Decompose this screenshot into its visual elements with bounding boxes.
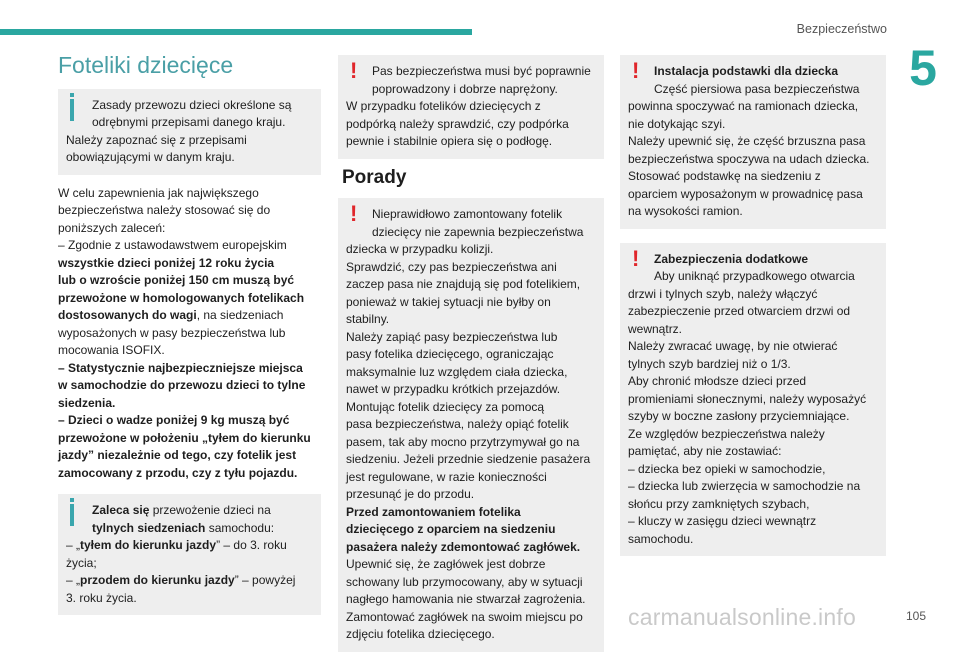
warning-icon: ! xyxy=(350,58,358,83)
text-line: oparciem wyposażonym w prowadnicę pasa xyxy=(628,186,863,201)
text-line: szyby w boczne zasłony przyciemniające. xyxy=(628,409,850,423)
text-segment: – „ xyxy=(66,538,81,552)
text-line xyxy=(58,465,321,483)
text-segment: tyłem do kierunku jazdy xyxy=(80,538,217,552)
header-accent-bar xyxy=(0,29,472,35)
text-segment: wszystkie dzieci poniżej 12 roku życia xyxy=(58,255,275,270)
text-line: Stosować podstawkę na siedzeniu z xyxy=(628,169,821,183)
text-segment: W celu zapewnienia jak największego xyxy=(58,185,259,200)
text-line: samochodu. xyxy=(628,531,694,546)
text-line xyxy=(58,395,321,413)
text-line xyxy=(58,430,321,448)
text-line: promieniami słonecznymi, należy wyposażyć xyxy=(628,391,867,406)
text-line: Ze względów bezpieczeństwa należy xyxy=(628,426,825,441)
warning-box-text xyxy=(346,206,596,644)
body-text-recommendations xyxy=(58,185,321,483)
text-line xyxy=(58,202,321,220)
text-line: Przed zamontowaniem fotelika xyxy=(346,504,521,519)
text-line: Należy zapiąć pasy bezpieczeństwa lub xyxy=(346,329,558,344)
text-segment: Zaleca się xyxy=(92,503,150,517)
text-line: schowany lub przymocowany, aby w sytuacji xyxy=(346,574,583,589)
info-icon xyxy=(70,504,74,526)
warning-icon: ! xyxy=(632,245,640,271)
text-line: dziecka w przypadku kolizji. xyxy=(346,242,494,256)
warning-box-seatbelt xyxy=(338,55,604,159)
text-line: nagłego hamowania nie stwarzał zagrożenia. xyxy=(346,592,586,606)
text-line xyxy=(66,555,313,573)
text-line: dziecięcy nie zapewnia bezpieczeństwa xyxy=(372,224,584,239)
text-line xyxy=(58,185,321,203)
text-segment: życia; xyxy=(66,555,97,570)
text-segment: – Dzieci o wadze poniżej 9 kg muszą być xyxy=(58,413,290,427)
text-segment: jazdy” niezależnie od tego, czy fotelik jest xyxy=(58,448,297,462)
text-segment: ” – powyżej xyxy=(234,573,296,587)
text-line: bezpieczeństwa spoczywa na udach dziecka. xyxy=(628,151,870,166)
text-line: pasem, tak aby mocno przytrzymywał go na xyxy=(346,434,580,449)
text-segment: bezpieczeństwa należy stosować się do xyxy=(58,203,271,217)
column-right xyxy=(620,55,886,566)
text-line: zdjęciu fotelika dziecięcego. xyxy=(346,627,495,641)
info-box-text xyxy=(66,97,313,167)
text-line: pasy fotelika dziecięcego, ograniczając xyxy=(346,347,554,361)
text-line: – kluczy w zasięgu dzieci wewnątrz xyxy=(628,514,817,528)
text-line: Montując fotelik dziecięcy za pomocą xyxy=(346,399,545,414)
text-segment: wyposażonych w pasy bezpieczeństwa lub xyxy=(58,325,286,340)
text-line: słońcu przy zamkniętych szybach, xyxy=(628,496,810,511)
text-line xyxy=(66,502,313,520)
text-segment: – Zgodnie z ustawodawstwem europejskim xyxy=(58,238,287,252)
info-box-text xyxy=(66,502,313,607)
text-segment: lub o wzroście poniżej 150 cm muszą być xyxy=(58,273,295,287)
text-line: obowiązującymi w danym kraju. xyxy=(66,150,235,164)
info-box-rear-seats xyxy=(58,494,321,615)
text-line: pasażera należy zdemontować zagłówek. xyxy=(346,539,581,554)
text-line: maksymalnie luz względem ciała dziecka, xyxy=(346,364,568,379)
text-segment: w samochodzie do przewozu dzieci to tylne xyxy=(58,378,306,392)
text-line xyxy=(58,360,321,378)
text-line xyxy=(66,572,313,590)
text-segment: , na siedzeniach xyxy=(196,308,284,322)
text-segment: ” – do 3. roku xyxy=(216,538,287,552)
text-line: poprowadzony i dobrze naprężony. xyxy=(372,81,558,96)
text-line: powinna spoczywać na ramionach dziecka, xyxy=(628,99,859,113)
text-line: nawet w przypadku krótkich przejazdów. xyxy=(346,382,561,396)
text-line: nie dotykając szyi. xyxy=(628,116,726,131)
text-segment: przewożone w homologowanych fotelikach xyxy=(58,290,305,305)
info-box-regulations xyxy=(58,89,321,175)
text-line: jest regulowane, w razie konieczności xyxy=(346,469,547,484)
text-line xyxy=(58,220,321,238)
text-line: Aby uniknąć przypadkowego otwarcia xyxy=(654,269,855,283)
text-segment: tylnych siedzeniach xyxy=(92,520,206,535)
text-line: – dziecka bez opieki w samochodzie, xyxy=(628,461,826,476)
text-line xyxy=(58,290,321,308)
warning-box-booster xyxy=(620,55,886,229)
text-line: stabilny. xyxy=(346,312,390,326)
text-line xyxy=(58,447,321,465)
text-line: Nieprawidłowo zamontowany fotelik xyxy=(372,207,563,221)
warning-icon: ! xyxy=(632,58,640,83)
text-line: Należy zapoznać się z przepisami xyxy=(66,132,247,147)
text-line xyxy=(66,520,313,538)
text-segment: 3. roku życia. xyxy=(66,590,137,605)
warning-box-text xyxy=(628,63,878,221)
text-line: na wysokości ramion. xyxy=(628,204,743,218)
text-segment: – „ xyxy=(66,573,81,587)
chapter-number: 5 xyxy=(909,40,937,96)
subsection-heading: Porady xyxy=(342,166,407,188)
watermark: carmanualsonline.info xyxy=(628,604,856,630)
page-number: 105 xyxy=(906,609,927,623)
text-line: Sprawdzić, czy pas bezpieczeństwa ani xyxy=(346,259,557,274)
text-line: pasa bezpieczeństwa, należy opiąć fotelik xyxy=(346,417,569,431)
column-left xyxy=(58,52,321,625)
text-line: zaczep pasa nie znajdują się pod fotelikiem, xyxy=(346,277,581,291)
text-line: tylnych szyb bardziej niż o 1/3. xyxy=(628,356,791,371)
text-segment: mocowania ISOFIX. xyxy=(58,343,165,357)
section-title: Foteliki dziecięce xyxy=(58,52,234,78)
text-segment: przodem do kierunku jazdy xyxy=(80,573,235,587)
text-segment: – Statystycznie najbezpieczniejsze miejsca xyxy=(58,360,303,375)
text-line: podpórką należy sprawdzić, czy podpórka xyxy=(346,116,569,131)
text-line: pamiętać, aby nie zostawiać: xyxy=(628,444,782,458)
info-icon xyxy=(70,99,74,121)
text-line: Upewnić się, że zagłówek jest dobrze xyxy=(346,557,546,571)
text-line xyxy=(58,412,321,430)
text-line: pewnie i stabilnie opiera się o podłogę. xyxy=(346,134,553,148)
text-line: W przypadku fotelików dziecięcych z xyxy=(346,99,541,113)
warning-box-text xyxy=(346,63,596,151)
text-line: dziecięcego z oparciem na siedzeniu xyxy=(346,522,556,536)
text-segment: poniższych zaleceń: xyxy=(58,220,166,235)
warning-box-additional-safety xyxy=(620,243,886,557)
text-line: siedzeniu. Jeżeli przednie siedzenie pasażera xyxy=(346,452,591,466)
text-line: – dziecka lub zwierzęcia w samochodzie na xyxy=(628,479,861,493)
text-line: odrębnymi przepisami danego kraju. xyxy=(92,115,286,129)
text-line: ponieważ w takiej sytuacji nie byłby on xyxy=(346,294,551,309)
text-line: Należy upewnić się, że część brzuszna pasa xyxy=(628,134,866,148)
text-segment: przewożone w położeniu „tyłem do kierunku xyxy=(58,430,311,445)
text-line xyxy=(58,272,321,290)
text-line xyxy=(66,537,313,555)
text-line: Część piersiowa pasa bezpieczeństwa xyxy=(654,81,860,96)
text-segment: siedzenia. xyxy=(58,395,116,410)
warning-box-text xyxy=(628,251,878,549)
text-line: Zabezpieczenia dodatkowe xyxy=(654,251,809,266)
text-segment: przewożenie dzieci na xyxy=(149,503,271,517)
text-line xyxy=(58,237,321,255)
text-line xyxy=(66,590,313,608)
text-line xyxy=(58,255,321,273)
section-header: Bezpieczeństwo xyxy=(796,22,887,36)
text-line xyxy=(58,325,321,343)
text-line: drzwi i tylnych szyb, należy włączyć xyxy=(628,286,818,301)
text-line xyxy=(58,307,321,325)
text-line: Aby chronić młodsze dzieci przed xyxy=(628,374,807,388)
text-line xyxy=(58,377,321,395)
text-line: przesunąć je do przodu. xyxy=(346,487,475,501)
text-line: Zasady przewozu dzieci określone są xyxy=(92,97,292,112)
text-line: Pas bezpieczeństwa musi być poprawnie xyxy=(372,64,591,78)
text-line: wewnątrz. xyxy=(628,321,683,336)
text-segment: samochodu: xyxy=(205,520,275,535)
text-line xyxy=(58,342,321,360)
column-middle xyxy=(338,55,604,662)
warning-icon: ! xyxy=(350,201,358,226)
warning-box-tips xyxy=(338,198,604,652)
text-segment: zamocowany z przodu, czy z tyłu pojazdu. xyxy=(58,465,298,480)
text-line: Należy zwracać uwagę, by nie otwierać xyxy=(628,339,838,353)
text-line: Instalacja podstawki dla dziecka xyxy=(654,64,839,78)
text-line: zabezpieczenie przed otwarciem drzwi od xyxy=(628,304,851,318)
text-line: Zamontować zagłówek na swoim miejscu po xyxy=(346,609,583,624)
text-segment: dostosowanych do wagi xyxy=(58,308,197,322)
